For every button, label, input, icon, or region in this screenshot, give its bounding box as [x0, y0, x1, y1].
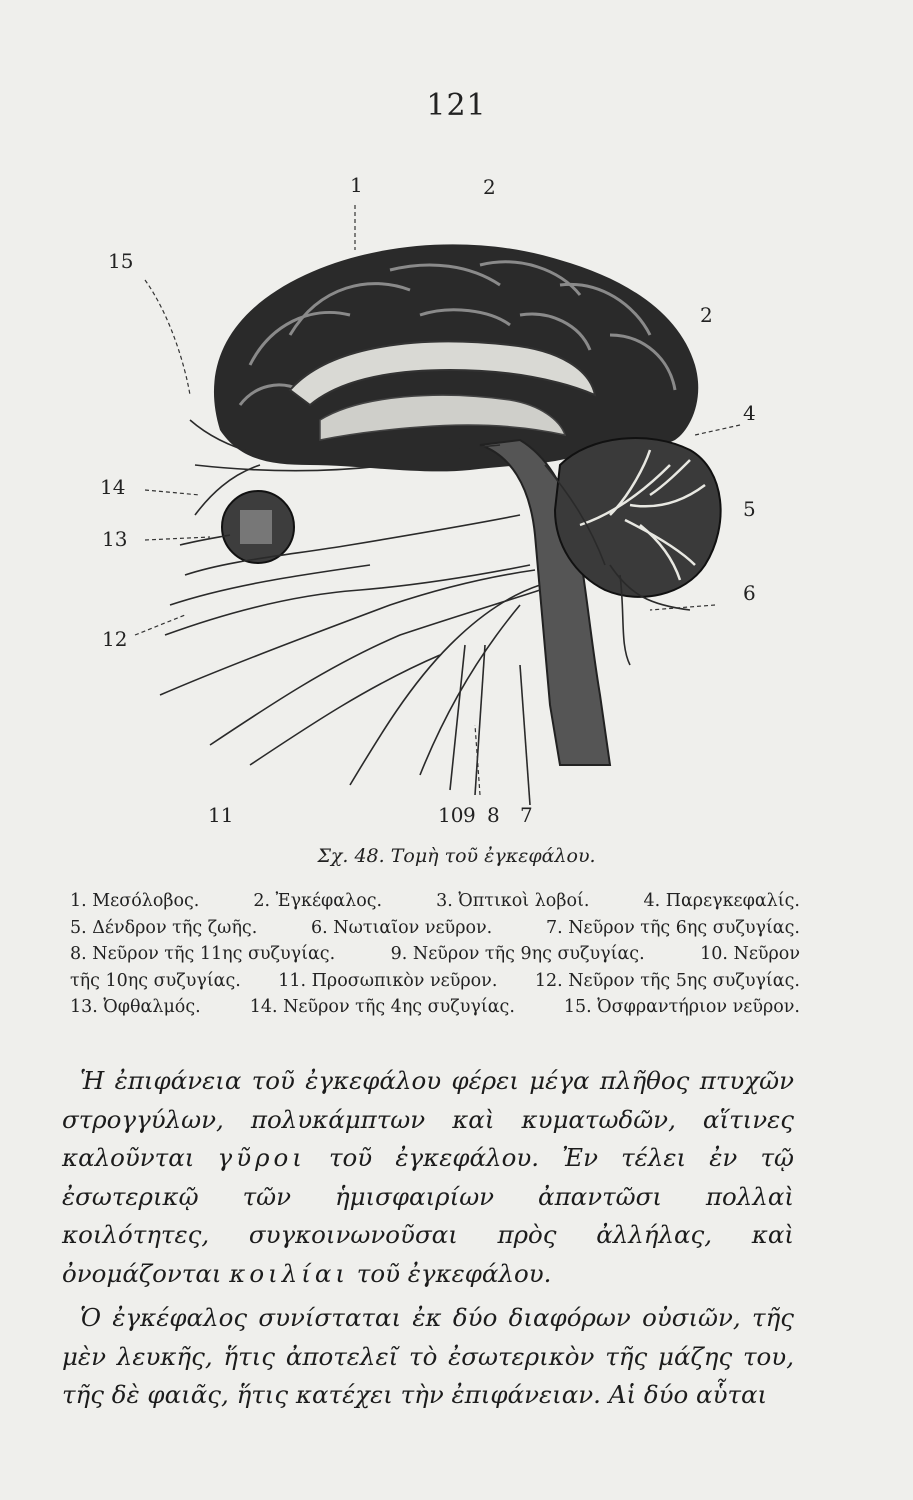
figure-label-13: 13 — [102, 527, 128, 551]
body-text — [62, 1062, 794, 1421]
figure-label-8: 8 — [487, 803, 500, 827]
legend-line — [70, 888, 800, 915]
paragraph-text: τοῦ ἐγκεφάλου. — [349, 1258, 552, 1288]
legend-item: 8. Νεῦρον τῆς 11ης συζυγίας. — [70, 944, 336, 964]
legend-item: 9. Νεῦρον τῆς 9ης συζυγίας. — [390, 944, 645, 964]
legend-item: 15. Ὀσφραντήριον νεῦρον. — [563, 997, 800, 1017]
figure-label-11: 11 — [208, 803, 234, 827]
figure-label-2-right: 2 — [700, 303, 713, 327]
legend-item: 7. Νεῦρον τῆς 6ης συζυγίας. — [545, 917, 800, 938]
figure-label-12: 12 — [102, 627, 128, 651]
figure-label-15: 15 — [108, 249, 134, 273]
legend-item: τῆς 10ης συζυγίας. — [70, 970, 241, 991]
legend-item: 4. Παρεγκεφαλίς. — [643, 891, 800, 911]
page-number: 121 — [426, 88, 487, 123]
brain-illustration — [90, 165, 820, 835]
term-gyri: γῦροι — [217, 1143, 306, 1172]
cerebellum — [555, 438, 721, 597]
paragraph: Ὁ ἐγκέφαλος συνίσταται ἐκ δύο διαφόρων οὐσιῶν, τῆς μὲν λευκῆς, ἥτις ἀποτελεῖ τὸ ἐσωτερικὸν τῆς μάζης του, τῆς δὲ φαιᾶς, ἥτις κατέχει τὴν ἐπιφάνειαν. Αἱ δύο αὗται — [62, 1303, 794, 1409]
figure-legend — [70, 888, 800, 1021]
figure-label-1: 1 — [350, 173, 363, 197]
legend-line — [70, 941, 800, 968]
legend-item: 10. Νεῦρον — [700, 944, 800, 964]
legend-line — [70, 968, 800, 995]
brain-section-figure — [90, 165, 820, 835]
paragraph-text: τοῦ ἐγκεφάλου. Ἐν τέλει ἐν τῷ ἐσωτερικῷ τῶν ἡμισφαιρίων ἀπαντῶσι πολλαὶ κοιλότητες, συγκοινωνοῦσαι πρὸς ἀλλήλας, καὶ ὀνομάζονται — [62, 1143, 795, 1288]
legend-item: 3. Ὀπτικοὶ λοβοί. — [436, 891, 590, 911]
term-ventricles: κοιλίαι — [229, 1258, 349, 1288]
legend-item: 13. Ὀφθαλμός. — [70, 997, 201, 1017]
figure-label-7: 7 — [520, 803, 533, 827]
figure-label-4: 4 — [743, 401, 756, 425]
figure-label-9: 9 — [463, 803, 476, 827]
paragraph-text: Ἡ ἐπιφάνεια τοῦ ἐγκεφάλου φέρει μέγα πλῆθος πτυχῶν στρογγύλων, πολυκάμπτων καὶ κυματωδῶν, αἵτινες καλοῦνται — [62, 1066, 794, 1172]
figure-label-10: 10 — [438, 803, 464, 827]
legend-item: 11. Προσωπικὸν νεῦρον. — [278, 970, 498, 991]
legend-item: 6. Νωτιαῖον νεῦρον. — [311, 917, 493, 938]
figure-label-2-top: 2 — [483, 175, 496, 199]
legend-item: 2. Ἐγκέφαλος. — [253, 891, 383, 911]
legend-line — [70, 915, 800, 942]
paragraph — [62, 1062, 794, 1293]
figure-label-6: 6 — [743, 581, 756, 605]
legend-item: 12. Νεῦρον τῆς 5ης συζυγίας. — [534, 970, 800, 991]
legend-item: 5. Δένδρον τῆς ζωῆς. — [70, 917, 258, 938]
figure-label-5: 5 — [743, 497, 756, 521]
figure-caption: Σχ. 48. Τομὴ τοῦ ἐγκεφάλου. — [317, 845, 596, 867]
legend-item: 1. Μεσόλοβος. — [70, 891, 200, 911]
legend-line — [70, 994, 800, 1021]
figure-label-14: 14 — [100, 475, 126, 499]
legend-item: 14. Νεῦρον τῆς 4ης συζυγίας. — [249, 997, 515, 1017]
